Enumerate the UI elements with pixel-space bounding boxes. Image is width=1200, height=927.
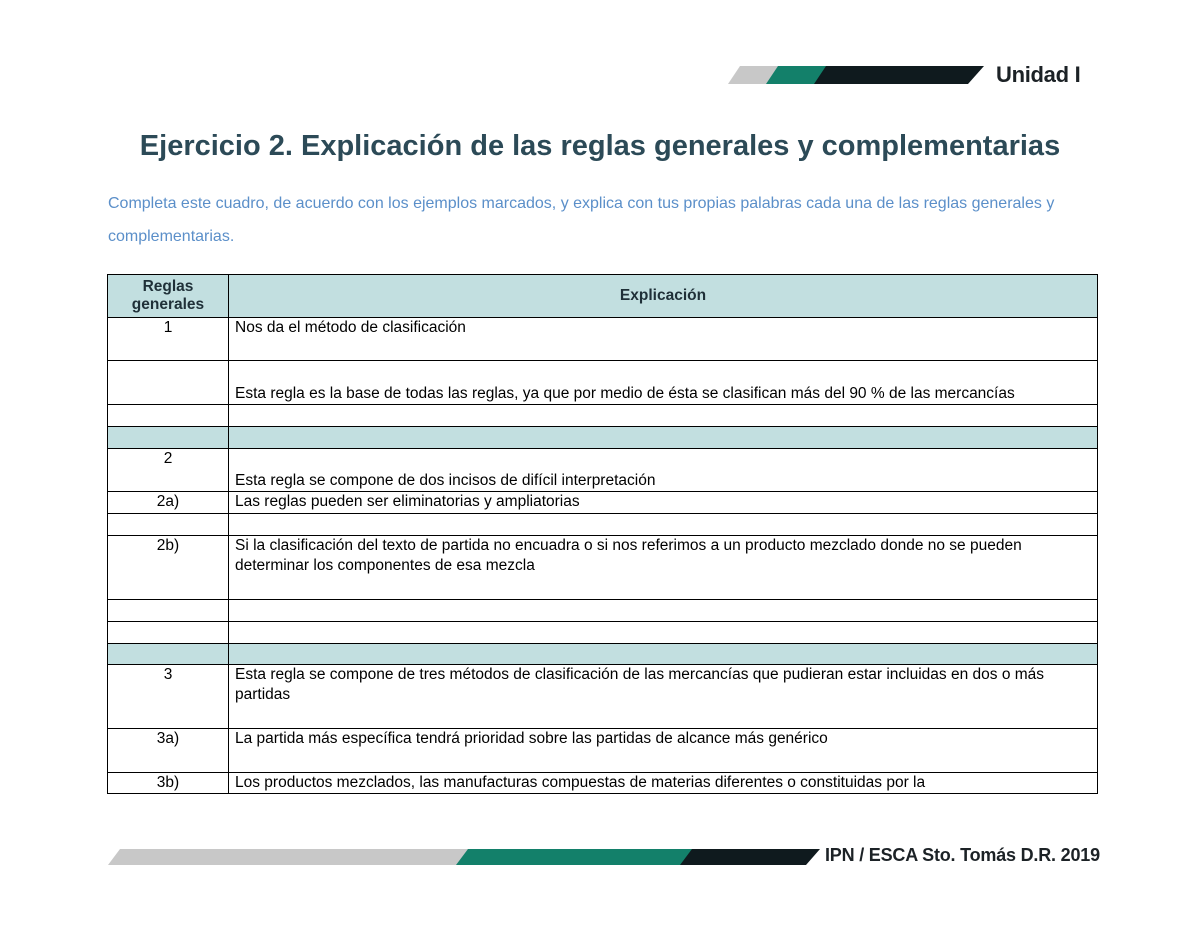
- table-row: [108, 729, 1098, 773]
- rule-cell: 2b): [108, 536, 229, 600]
- explanation-cell: Esta regla se compone de tres métodos de clasificación de las mercancías que pudieran estar incluidas en dos o más partidas: [229, 665, 1098, 729]
- explanation-cell: [229, 427, 1098, 449]
- table-row: [108, 773, 1098, 794]
- table-row: [108, 514, 1098, 536]
- explanation-cell: [229, 622, 1098, 644]
- explanation-cell: La partida más específica tendrá prioridad sobre las partidas de alcance más genérico: [229, 729, 1098, 773]
- table-row-shaded: [108, 644, 1098, 665]
- table-row: [108, 405, 1098, 427]
- rule-cell: [108, 514, 229, 536]
- table-row: [108, 449, 1098, 492]
- rule-cell: 1: [108, 318, 229, 361]
- rule-cell: [108, 361, 229, 405]
- explanation-cell: Los productos mezclados, las manufacturas compuestas de materias diferentes o constituidas por la: [229, 773, 1098, 794]
- unit-label: Unidad I: [996, 62, 1081, 87]
- rule-cell: [108, 622, 229, 644]
- header-decorative-bar: [728, 66, 984, 84]
- explanation-cell: Nos da el método de clasificación: [229, 318, 1098, 361]
- header-reglas-generales: Reglas generales: [108, 275, 229, 318]
- explanation-cell: Esta regla es la base de todas las reglas, ya que por medio de ésta se clasifican más del 90 % de las mercancías: [229, 361, 1098, 405]
- footer-credit: IPN / ESCA Sto. Tomás D.R. 2019: [825, 845, 1100, 865]
- rule-cell: [108, 427, 229, 449]
- header-explicacion: Explicación: [229, 275, 1098, 318]
- page-title: Ejercicio 2. Explicación de las reglas generales y complementarias: [139, 130, 1061, 162]
- explanation-cell: Las reglas pueden ser eliminatorias y ampliatorias: [229, 492, 1098, 514]
- table-header-row: [108, 275, 1098, 318]
- rule-cell: 2a): [108, 492, 229, 514]
- explanation-cell: [229, 644, 1098, 665]
- explanation-cell: [229, 405, 1098, 427]
- table-row: [108, 492, 1098, 514]
- rule-cell: [108, 405, 229, 427]
- table-row: [108, 536, 1098, 600]
- table-row: [108, 622, 1098, 644]
- table-row: [108, 600, 1098, 622]
- table-row: [108, 361, 1098, 405]
- rule-cell: 3a): [108, 729, 229, 773]
- rule-cell: 3: [108, 665, 229, 729]
- table-row: [108, 318, 1098, 361]
- rule-cell: 3b): [108, 773, 229, 794]
- rule-cell: [108, 600, 229, 622]
- rule-cell: [108, 644, 229, 665]
- rule-cell: 2: [108, 449, 229, 492]
- explanation-cell: Si la clasificación del texto de partida no encuadra o si nos referimos a un producto mezclado donde no se pueden determinar los componentes de esa mezcla: [229, 536, 1098, 600]
- explanation-cell: Esta regla se compone de dos incisos de difícil interpretación: [229, 449, 1098, 492]
- explanation-cell: [229, 514, 1098, 536]
- table-row: [108, 665, 1098, 729]
- footer-decorative-bar: [108, 849, 820, 865]
- instructions-text: Completa este cuadro, de acuerdo con los ejemplos marcados, y explica con tus propias palabras cada una de las reglas generales y complementarias.: [108, 195, 1055, 245]
- explanation-cell: [229, 600, 1098, 622]
- rules-table: [107, 274, 1098, 794]
- table-row-shaded: [108, 427, 1098, 449]
